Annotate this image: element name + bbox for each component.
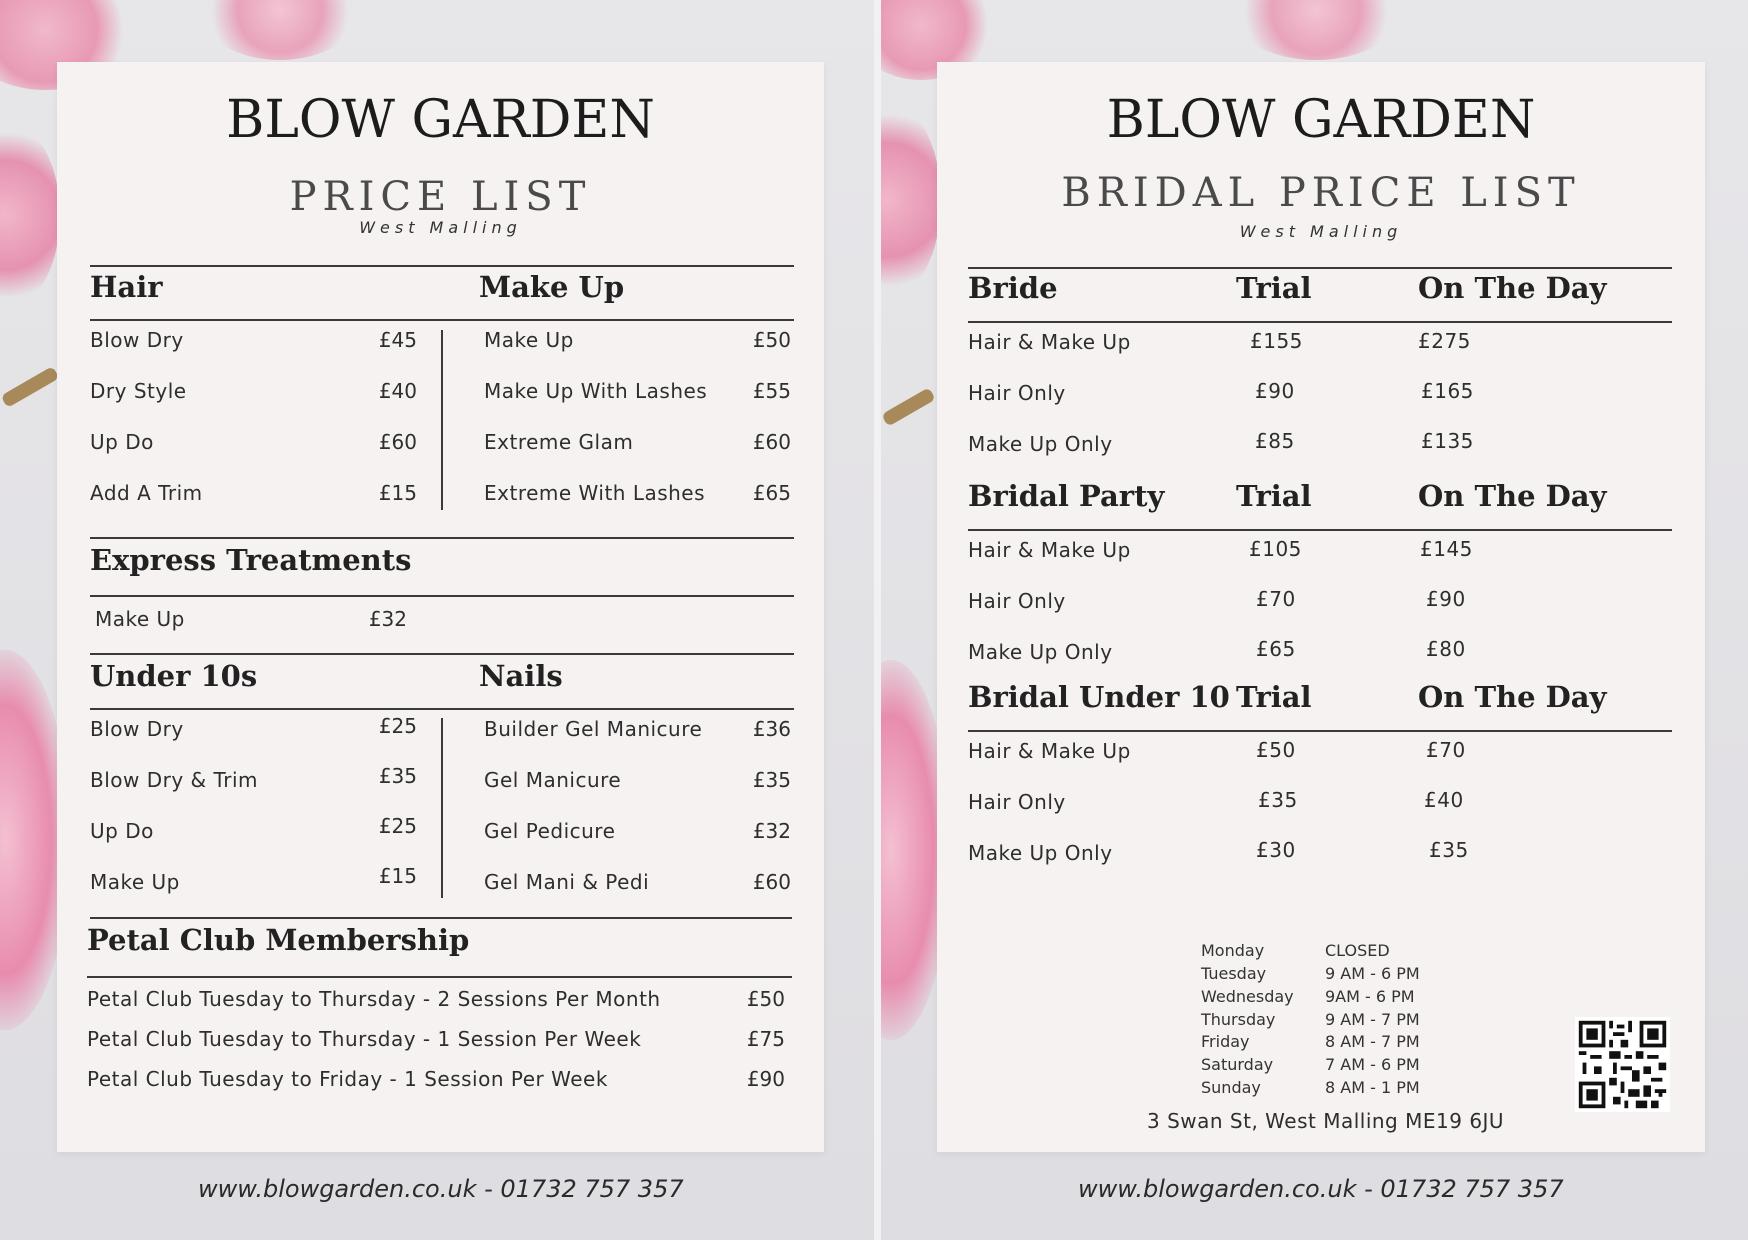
item-price: £45 (378, 328, 417, 352)
list-item: Blow Dry (90, 717, 184, 741)
list-item: Petal Club Tuesday to Friday - 1 Session Per Week (87, 1067, 608, 1091)
list-item: Make Up With Lashes (484, 379, 708, 403)
day-price: £90 (1426, 587, 1466, 611)
hours-time: 8 AM - 1 PM (1325, 1078, 1420, 1097)
item-price: £36 (752, 717, 791, 741)
item-price: £50 (752, 328, 791, 352)
bridal-price-list-sheet (937, 62, 1705, 1152)
blossom-decoration (0, 120, 60, 310)
hours-time: 9 AM - 6 PM (1325, 964, 1420, 983)
table-row: Make Up Only (968, 640, 1113, 664)
trial-column-heading: Trial (1236, 271, 1312, 305)
item-price: £90 (746, 1067, 785, 1091)
trial-price: £30 (1256, 838, 1296, 862)
list-item: Gel Manicure (484, 768, 622, 792)
blossom-decoration (1231, 0, 1401, 60)
on-the-day-column-heading: On The Day (1418, 680, 1607, 714)
trial-column-heading: Trial (1236, 479, 1312, 513)
bride-heading: Bride (968, 271, 1058, 305)
divider (90, 708, 794, 710)
table-row: Make Up Only (968, 841, 1113, 865)
item-price: £60 (752, 430, 791, 454)
list-item: Gel Mani & Pedi (484, 870, 650, 894)
hours-time: 9 AM - 7 PM (1325, 1010, 1420, 1029)
on-the-day-column-heading: On The Day (1418, 479, 1607, 513)
trial-price: £105 (1249, 537, 1302, 561)
list-item: Petal Club Tuesday to Thursday - 2 Sessions Per Month (87, 987, 661, 1011)
hours-time: 7 AM - 6 PM (1325, 1055, 1420, 1074)
table-row: Make Up Only (968, 432, 1113, 456)
express-heading: Express Treatments (90, 543, 412, 577)
list-item: Builder Gel Manicure (484, 717, 703, 741)
trial-price: £90 (1255, 379, 1295, 403)
column-divider (441, 718, 443, 898)
day-price: £35 (1429, 838, 1469, 862)
table-row: Hair Only (968, 589, 1066, 613)
petal-club-heading: Petal Club Membership (87, 923, 470, 957)
list-item: Dry Style (90, 379, 187, 403)
list-item: Extreme With Lashes (484, 481, 706, 505)
item-price: £40 (378, 379, 417, 403)
nails-heading: Nails (479, 659, 563, 693)
column-divider (441, 330, 443, 510)
item-price: £32 (752, 819, 791, 843)
list-item: Blow Dry & Trim (90, 768, 259, 792)
address: 3 Swan St, West Malling ME19 6JU (1147, 1109, 1505, 1133)
item-price: £55 (752, 379, 791, 403)
bridal-under-10-heading: Bridal Under 10 (968, 680, 1230, 714)
blossom-decoration (200, 0, 360, 60)
branch-decoration (881, 387, 936, 427)
footer-contact[interactable]: www.blowgarden.co.uk - 01732 757 357 (198, 1175, 684, 1203)
bridal-party-heading: Bridal Party (968, 479, 1165, 513)
hours-time: 8 AM - 7 PM (1325, 1032, 1420, 1051)
table-row: Hair Only (968, 381, 1066, 405)
brand-name: BLOW GARDEN (1106, 90, 1536, 150)
item-price: £32 (368, 607, 407, 631)
divider (968, 529, 1672, 531)
item-price: £60 (378, 430, 417, 454)
branch-decoration (1, 366, 60, 408)
divider (968, 321, 1672, 323)
trial-price: £35 (1258, 788, 1298, 812)
list-item: Extreme Glam (484, 430, 634, 454)
hours-day: Monday (1201, 941, 1265, 960)
brand-logo (937, 90, 1705, 150)
hours-day: Wednesday (1201, 987, 1294, 1006)
divider (90, 917, 792, 919)
divider (968, 730, 1672, 732)
qr-code[interactable] (1575, 1017, 1670, 1112)
hours-day: Thursday (1201, 1010, 1276, 1029)
list-item: Make Up (484, 328, 574, 352)
list-item: Make Up (95, 607, 185, 631)
item-price: £25 (378, 714, 417, 738)
day-price: £70 (1426, 738, 1466, 762)
list-item: Make Up (90, 870, 180, 894)
divider (90, 595, 794, 597)
item-price: £75 (746, 1027, 785, 1051)
table-row: Hair Only (968, 790, 1066, 814)
divider (90, 653, 794, 655)
item-price: £15 (378, 481, 417, 505)
item-price: £25 (378, 814, 417, 838)
hours-time: CLOSED (1325, 941, 1390, 960)
hours-day: Saturday (1201, 1055, 1274, 1074)
under10s-heading: Under 10s (90, 659, 258, 693)
trial-price: £50 (1256, 738, 1296, 762)
day-price: £80 (1426, 637, 1466, 661)
footer-contact[interactable]: www.blowgarden.co.uk - 01732 757 357 (1078, 1175, 1564, 1203)
table-row: Hair & Make Up (968, 538, 1131, 562)
day-price: £40 (1424, 788, 1464, 812)
table-row: Hair & Make Up (968, 330, 1131, 354)
makeup-heading: Make Up (479, 270, 625, 304)
divider (90, 537, 794, 539)
bridal-price-list-title: BRIDAL PRICE LIST (1061, 170, 1581, 216)
list-item: Add A Trim (90, 481, 203, 505)
trial-price: £70 (1256, 587, 1296, 611)
price-list-sheet (57, 62, 824, 1152)
brand-logo (57, 90, 824, 150)
day-price: £275 (1418, 329, 1471, 353)
item-price: £60 (752, 870, 791, 894)
trial-column-heading: Trial (1236, 680, 1312, 714)
divider (968, 267, 1672, 269)
divider (87, 976, 792, 978)
item-price: £50 (746, 987, 785, 1011)
hours-day: Sunday (1201, 1078, 1261, 1097)
trial-price: £85 (1255, 429, 1295, 453)
page-divider (874, 0, 881, 1240)
brand-name: BLOW GARDEN (226, 90, 655, 150)
hours-day: Tuesday (1201, 964, 1267, 983)
table-row: Hair & Make Up (968, 739, 1131, 763)
price-list-title: PRICE LIST (289, 174, 592, 220)
hours-day: Friday (1201, 1032, 1250, 1051)
item-price: £15 (378, 864, 417, 888)
list-item: Blow Dry (90, 328, 184, 352)
hours-time: 9AM - 6 PM (1325, 987, 1415, 1006)
hair-heading: Hair (90, 270, 163, 304)
day-price: £165 (1421, 379, 1474, 403)
location-subtitle: West Malling (1239, 222, 1403, 241)
qr-code-icon (1575, 1017, 1670, 1112)
trial-price: £155 (1250, 329, 1303, 353)
on-the-day-column-heading: On The Day (1418, 271, 1607, 305)
day-price: £145 (1420, 537, 1473, 561)
blossom-decoration (881, 100, 941, 300)
list-item: Up Do (90, 430, 154, 454)
item-price: £35 (752, 768, 791, 792)
list-item: Gel Pedicure (484, 819, 616, 843)
day-price: £135 (1421, 429, 1474, 453)
list-item: Petal Club Tuesday to Thursday - 1 Session Per Week (87, 1027, 642, 1051)
list-item: Up Do (90, 819, 154, 843)
item-price: £65 (752, 481, 791, 505)
divider (90, 319, 794, 321)
trial-price: £65 (1256, 637, 1296, 661)
location-subtitle: West Malling (359, 218, 522, 237)
item-price: £35 (378, 764, 417, 788)
divider (90, 265, 794, 267)
